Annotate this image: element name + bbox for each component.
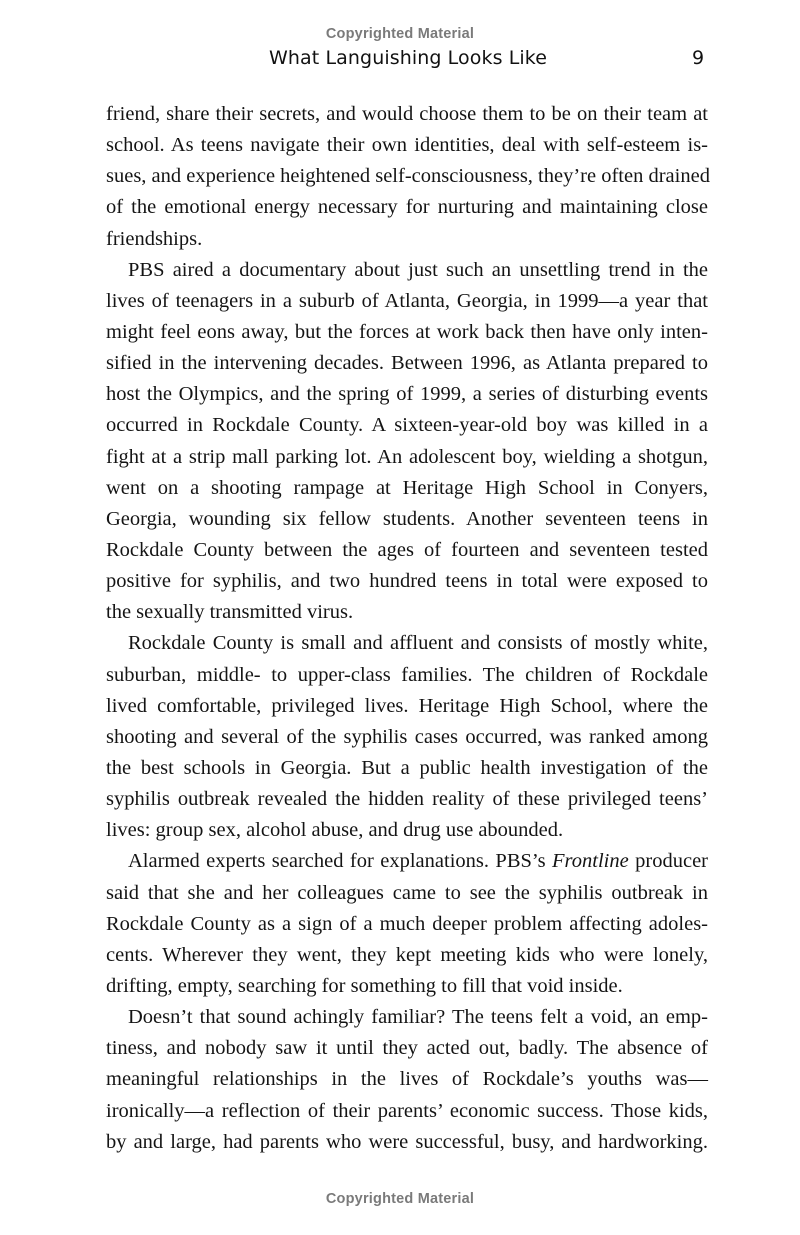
text-line: ironically—a reflection of their parents’ economic success. Those kids,	[106, 1099, 708, 1122]
paragraph	[106, 255, 708, 629]
text-line: lives: group sex, alcohol abuse, and drug use abounded.	[106, 819, 564, 842]
text-line	[106, 846, 708, 877]
paragraph	[106, 99, 708, 255]
text-line: Georgia, wounding six fellow students. Another seventeen teens in	[106, 507, 708, 530]
text-line: positive for syphilis, and two hundred teens in total were exposed to	[106, 570, 708, 593]
text-line: school. As teens navigate their own identities, deal with self-esteem is-	[106, 134, 708, 157]
copyright-watermark-top: Copyrighted Material	[325, 26, 475, 42]
text-line: suburban, middle- to upper-class families. The children of Rockdale	[106, 663, 708, 686]
text-line: drifting, empty, searching for something to fill that void inside.	[106, 974, 623, 997]
text-line: went on a shooting rampage at Heritage High School in Conyers,	[106, 476, 708, 499]
text-line: might feel eons away, but the forces at work back then have only inten-	[106, 320, 708, 343]
text-line: sues, and experience heightened self-consciousness, they’re often drained	[106, 165, 710, 188]
text-line: lived comfortable, privileged lives. Heritage High School, where the	[106, 694, 708, 717]
text-line: PBS aired a documentary about just such an unsettling trend in the	[128, 258, 708, 281]
text-line: occurred in Rockdale County. A sixteen-year-old boy was killed in a	[106, 414, 708, 437]
text-line: said that she and her colleagues came to see the syphilis outbreak in	[106, 881, 708, 904]
text-line: syphilis outbreak revealed the hidden reality of these privileged teens’	[106, 788, 708, 811]
text-line: Doesn’t that sound achingly familiar? The teens felt a void, an emp-	[128, 1006, 708, 1029]
text-line: Rockdale County as a sign of a much deeper problem affecting adoles-	[106, 912, 708, 935]
chapter-running-title: What Languishing Looks Like	[269, 47, 547, 69]
text-line: fight at a strip mall parking lot. An adolescent boy, wielding a shotgun,	[106, 445, 708, 468]
text-run: Alarmed experts searched for explanations. PBS’s	[128, 850, 553, 873]
text-line: Rockdale County between the ages of fourteen and seventeen tested	[106, 538, 708, 561]
text-line: the sexually transmitted virus.	[106, 601, 354, 624]
paragraph	[106, 1002, 708, 1158]
text-line: Rockdale County is small and affluent and consists of mostly white,	[128, 632, 708, 655]
text-line: cents. Wherever they went, they kept meeting kids who were lonely,	[106, 943, 708, 966]
page-body	[106, 99, 708, 1158]
text-run: producer	[628, 850, 709, 873]
text-line: tiness, and nobody saw it until they acted out, badly. The absence of	[106, 1037, 708, 1060]
text-line: the best schools in Georgia. But a public health investigation of the	[106, 756, 708, 779]
text-line: lives of teenagers in a suburb of Atlanta, Georgia, in 1999—a year that	[106, 289, 708, 312]
text-line: host the Olympics, and the spring of 1999, a series of disturbing events	[106, 383, 708, 406]
text-line: of the emotional energy necessary for nurturing and maintaining close	[106, 196, 708, 219]
text-line: sified in the intervening decades. Between 1996, as Atlanta prepared to	[106, 352, 708, 375]
running-header	[0, 47, 800, 75]
copyright-watermark-bottom: Copyrighted Material	[325, 1191, 475, 1207]
text-line: shooting and several of the syphilis cases occurred, was ranked among	[106, 725, 708, 748]
page-number: 9	[692, 47, 705, 69]
paragraph	[106, 846, 708, 1002]
text-line: friendships.	[106, 227, 203, 250]
italic-title-frontline: Frontline	[552, 850, 629, 873]
text-line: meaningful relationships in the lives of Rockdale’s youths was—	[106, 1068, 708, 1091]
text-line: friend, share their secrets, and would choose them to be on their team at	[106, 103, 708, 125]
text-line: by and large, had parents who were successful, busy, and hardworking.	[106, 1130, 708, 1153]
paragraph	[106, 628, 708, 846]
